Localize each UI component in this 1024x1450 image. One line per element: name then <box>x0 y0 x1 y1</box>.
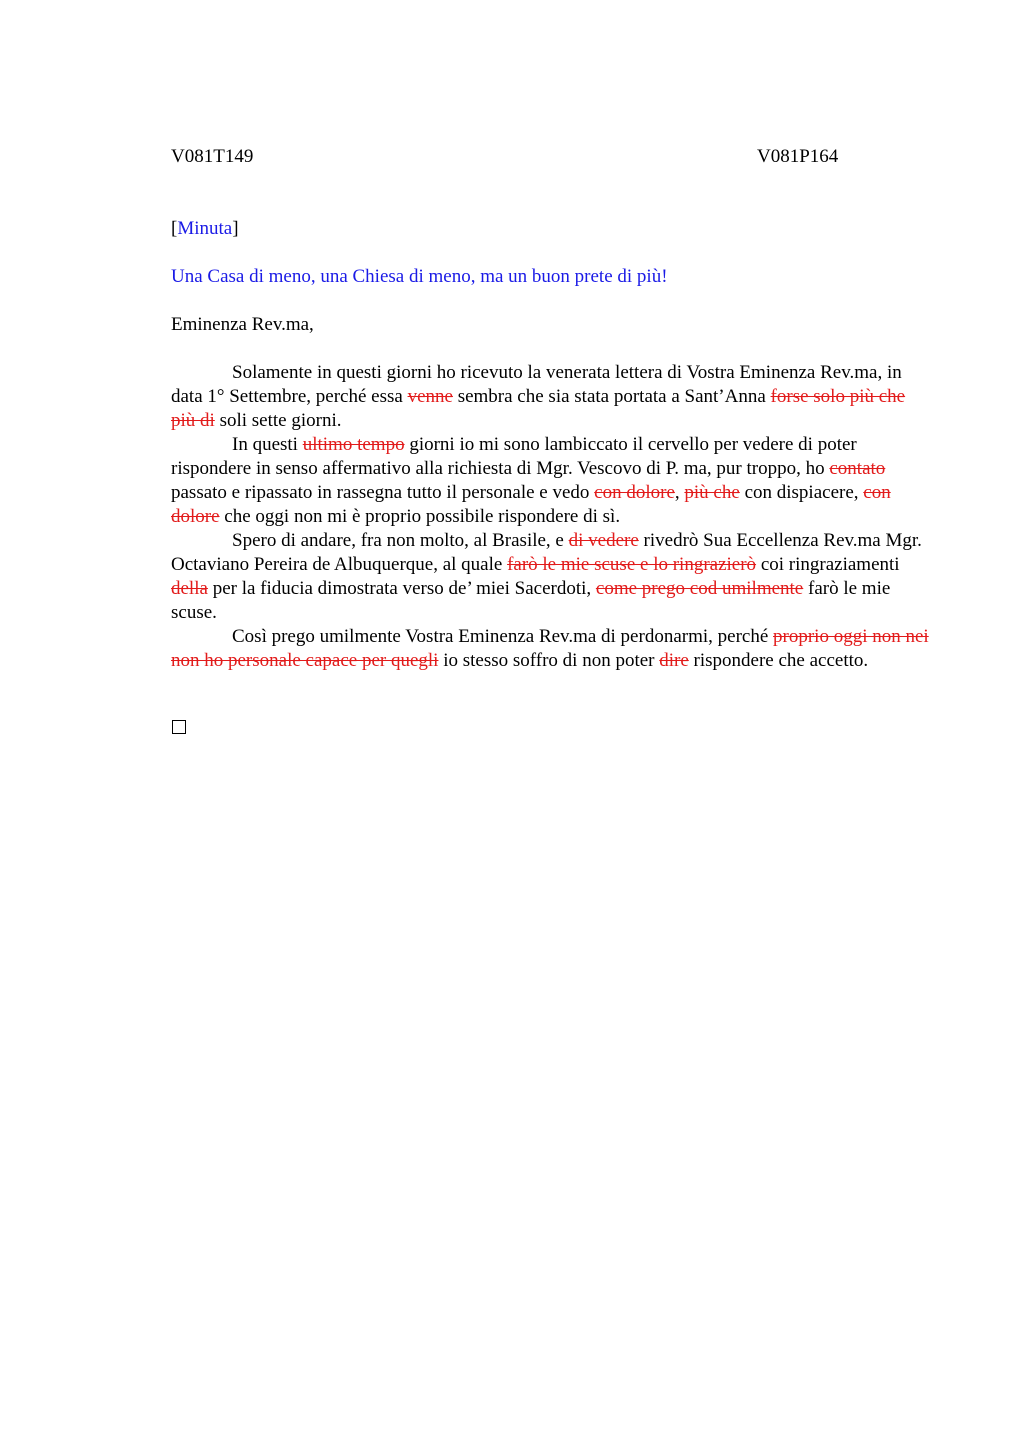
text-span: che oggi non mi è proprio possibile rispondere di sì. <box>219 506 621 527</box>
text-span: Spero di andare, fra non molto, al Brasile, e <box>232 530 569 551</box>
paragraph-1 <box>171 361 931 433</box>
text-span: con dispiacere, <box>739 482 864 503</box>
minuta-label <box>171 217 931 241</box>
text-span: passato e ripassato in rassegna tutto il personale e vedo <box>171 482 595 503</box>
empty-square-icon <box>172 720 186 734</box>
paragraph-2 <box>171 433 931 529</box>
deleted-text: proprio oggi non nei non ho personale capace per quegli <box>171 626 929 671</box>
document-code-left: V081T149 <box>171 146 254 167</box>
text-span: io stesso soffro di non poter <box>438 650 660 671</box>
text-span: , <box>674 482 685 503</box>
text-span: rispondere che accetto. <box>688 650 869 671</box>
text-span: per la fiducia dimostrata verso de’ miei Sacerdoti, <box>207 578 596 599</box>
minuta-close-bracket: ] <box>232 218 239 239</box>
deleted-text: con dolore <box>171 482 891 527</box>
text-span: giorni io mi sono lambiccato il cervello per vedere di poter rispondere in senso affermativo alla richiesta di Mgr. Vescovo di P. ma, pur troppo, ho <box>171 434 857 479</box>
text-span: soli sette giorni. <box>214 410 342 431</box>
paragraph-4 <box>171 625 931 673</box>
deleted-text: dire <box>659 650 689 671</box>
text-span: rivedrò Sua Eccellenza Rev.ma Mgr. Octaviano Pereira de Albuquerque, al quale <box>171 530 922 575</box>
deleted-text: più che <box>684 482 740 503</box>
text-span: In questi <box>232 434 303 455</box>
deleted-text: contato <box>829 458 886 479</box>
letter-title: Una Casa di meno, una Chiesa di meno, ma un buon prete di più! <box>171 266 668 287</box>
deleted-text: di vedere <box>568 530 639 551</box>
text-span: sembra che sia stata portata a Sant’Anna <box>452 386 771 407</box>
deleted-text: con dolore <box>594 482 675 503</box>
deleted-text: venne <box>407 386 453 407</box>
paragraph-3 <box>171 529 931 625</box>
salutation: Eminenza Rev.ma, <box>171 314 314 335</box>
deleted-text: farò le mie scuse e lo ringrazierò <box>507 554 757 575</box>
deleted-text: ultimo tempo <box>302 434 405 455</box>
deleted-text: della <box>171 578 208 599</box>
minuta-text: Minuta <box>177 218 233 239</box>
text-span: coi ringraziamenti <box>756 554 900 575</box>
document-code-right: V081P164 <box>757 146 839 167</box>
text-span: Così prego umilmente Vostra Eminenza Rev.ma di perdonarmi, perché <box>232 626 774 647</box>
text-span: farò le mie scuse. <box>171 578 891 623</box>
deleted-text: come prego cod umilmente <box>595 578 804 599</box>
text-span: Solamente in questi giorni ho ricevuto la venerata lettera di Vostra Eminenza Rev.ma, in data 1° Settembre, perché essa <box>171 362 902 407</box>
letter-body <box>171 361 931 673</box>
deleted-text: forse solo più che più di <box>171 386 906 431</box>
minuta-open-bracket: [ <box>171 218 178 239</box>
